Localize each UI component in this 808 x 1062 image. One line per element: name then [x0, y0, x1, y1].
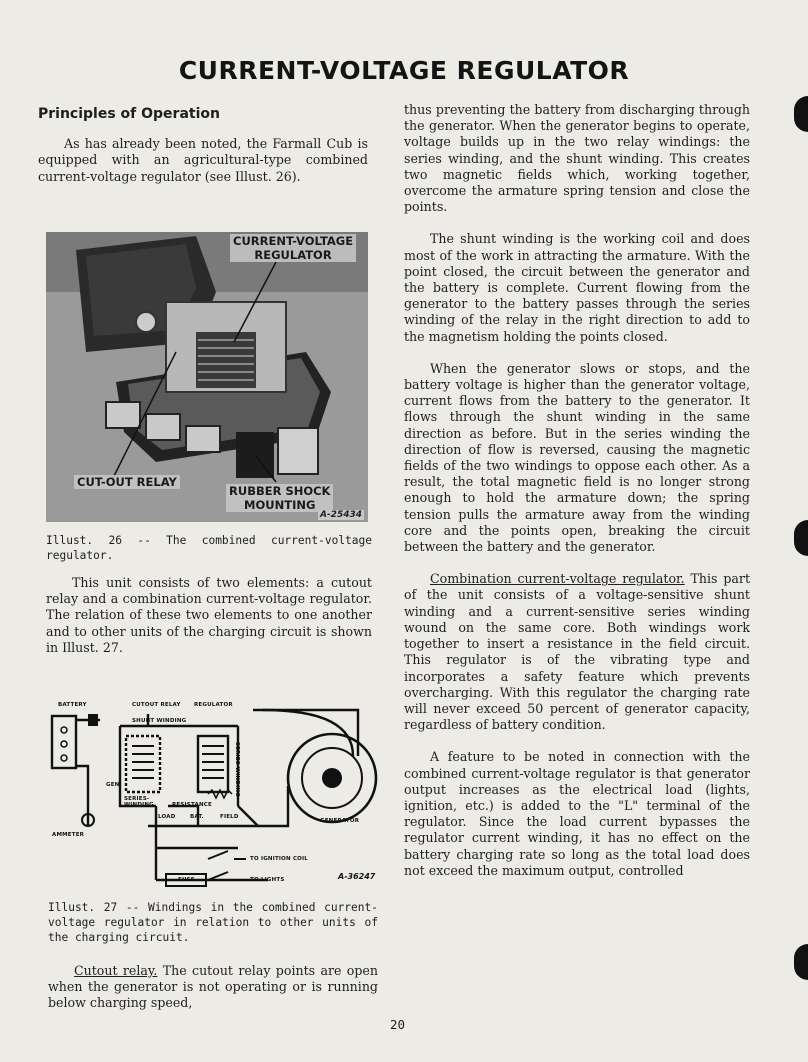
diagram-label-series-1: SERIES-: [124, 796, 150, 802]
right-paragraph-2: The shunt winding is the working coil and does most of the work in attracting the armature. With the point closed, the circuit between the generator and the battery is complete. Current flowing from the generator to the battery passes through the series winding of the relay in the right direction to add to the magnetism holding the points closed.: [404, 231, 750, 344]
cutout-relay-paragraph: [48, 963, 378, 1012]
caption-illust-27: Illust. 27 -- Windings in the combined current-voltage regulator in relation to other units of the charging circuit.: [48, 901, 378, 944]
diagram-label-battery: BATTERY: [58, 702, 87, 708]
regulator-photo: [46, 232, 368, 522]
caption-illust-26: Illust. 26 -- The combined current-voltage regulator.: [46, 534, 372, 562]
photo-label-rubber: [226, 484, 333, 512]
left-column-middle: [46, 533, 372, 656]
charging-circuit-diagram: [48, 696, 378, 891]
diagram-label-field: FIELD: [220, 814, 239, 820]
section-heading: Principles of Operation: [38, 106, 220, 122]
diagram-code: A-36247: [338, 872, 376, 881]
cutout-relay-body: The cutout relay points are open when the generator is not operating or is running below charging speed,: [48, 963, 378, 1011]
cutout-relay-heading: Cutout relay.: [74, 963, 158, 978]
diagram-label-fuse: FUSE: [178, 877, 195, 883]
diagram-label-load: LOAD: [158, 814, 176, 820]
diagram-label-shunt: SHUNT WINDING: [132, 718, 187, 724]
right-paragraph-5: A feature to be noted in connection with the combined current-voltage regulator is that generator output increases as the electrical load (lights, ignition, etc.) is added to the "L" terminal of the regulator. Since the load current bypasses the regulator current winding, it has no effect on the battery charging rate so long as the total load does not exceed the maximum output, controlled: [404, 749, 750, 878]
regulator-heading: Combination current-voltage regulator.: [430, 571, 685, 587]
photo-code: A-25434: [319, 510, 362, 520]
diagram-label-cutout: CUTOUT RELAY: [132, 702, 181, 708]
diagram-label-regulator: REGULATOR: [194, 702, 233, 708]
diagram-label-gen: GEN.: [106, 782, 122, 788]
diagram-label-series-winding: [124, 796, 154, 808]
page-number: 20: [390, 1017, 406, 1032]
binder-hole-middle: [794, 520, 808, 556]
binder-hole-bottom: [794, 944, 808, 980]
left-column-bottom: [48, 900, 378, 1012]
diagram-label-series-2: WINDING: [124, 802, 154, 808]
diagram-label-ammeter: AMMETER: [52, 832, 85, 838]
diagram-label-series-vertical: SERIES WINDING: [234, 742, 240, 797]
diagram-label-ignition: TO IGNITION COIL: [250, 856, 309, 862]
regulator-paragraph: [404, 571, 750, 733]
diagram-label-generator: GENERATOR: [320, 818, 360, 824]
elements-paragraph: This unit consists of two elements: a cutout relay and a combination current-voltage regulator. The relation of these two elements to one another and to other units of the charging circuit is shown in Illust. 27.: [46, 575, 372, 655]
binder-hole-top: [794, 96, 808, 132]
photo-label-rubber-line1: RUBBER SHOCK: [229, 484, 331, 498]
photo-label-regulator: [230, 234, 356, 262]
right-paragraph-1: thus preventing the battery from discharging through the generator. When the generator begins to operate, voltage builds up in the two relay windings: the series winding, and the shunt winding. This creates two magnetic fields which, working together, overcome the armature spring tension and close the points.: [404, 102, 750, 215]
charging-circuit-drawing: [48, 696, 378, 891]
photo-label-cutout: CUT-OUT RELAY: [74, 475, 180, 489]
right-column: [404, 102, 750, 879]
diagram-label-bat: BAT.: [190, 814, 204, 820]
photo-label-regulator-line1: CURRENT-VOLTAGE: [233, 234, 354, 248]
diagram-label-resistance: RESISTANCE: [172, 802, 212, 808]
diagram-label-lights: TO LIGHTS: [250, 877, 285, 883]
regulator-body: This part of the unit consists of a voltage-sensitive shunt winding and a current-sensitive series winding wound on the same core. Both windings work together to insert a resistance in the field circuit. This regulator is of the vibrating type and incorporates a safety feature which prevents overcharging. With this regulator the charging rate will never exceed 50 percent of generator capacity, regardless of battery condition.: [404, 571, 750, 733]
photo-label-rubber-line2: MOUNTING: [244, 498, 316, 512]
photo-label-regulator-line2: REGULATOR: [254, 248, 332, 262]
page-title: CURRENT-VOLTAGE REGULATOR: [178, 56, 630, 85]
left-column-top: [38, 106, 368, 185]
intro-paragraph: As has already been noted, the Farmall Cub is equipped with an agricultural-type combined current-voltage regulator (see Illust. 26).: [38, 136, 368, 184]
right-paragraph-3: When the generator slows or stops, and the battery voltage is higher than the generator voltage, current flows from the battery to the generator. It flows through the shunt winding in the same direction as before. But in the series winding the direction of flow is reversed, causing the magnetic fields of the two windings to oppose each other. As a result, the total magnetic field is no longer strong enough to hold the armature down; the spring tension pulls the armature away from the winding core and the points open, breaking the circuit between the battery and the generator.: [404, 360, 750, 555]
